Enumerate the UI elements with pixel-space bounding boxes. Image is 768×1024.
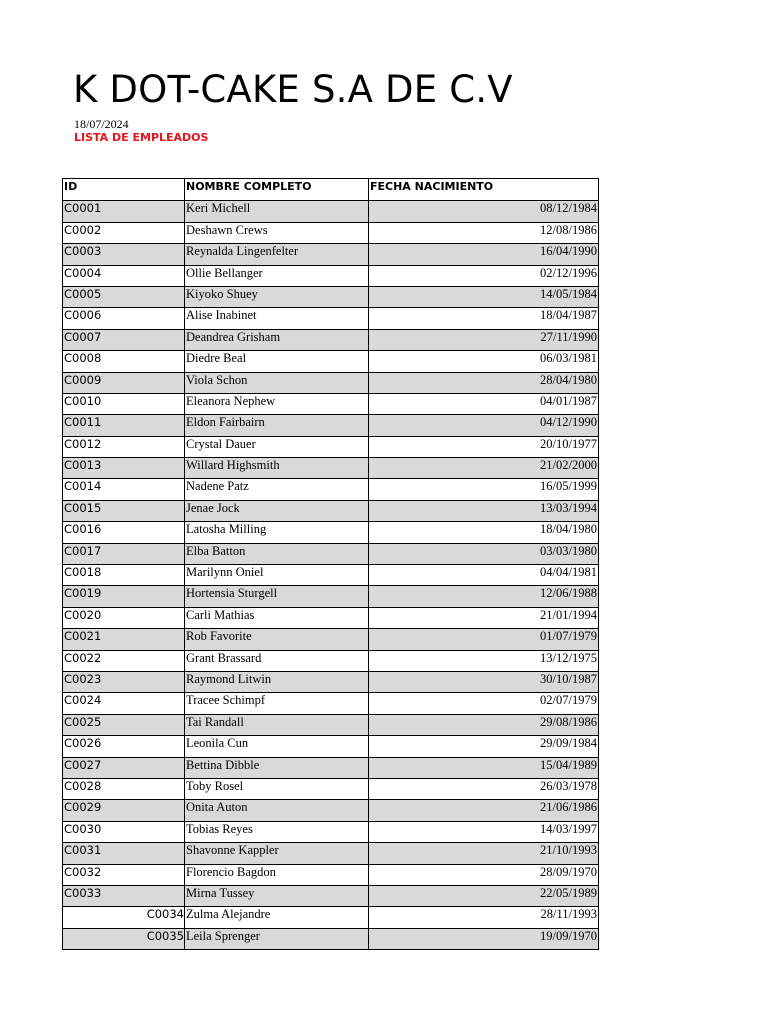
employee-birthdate-cell: 16/05/1999 xyxy=(369,479,599,500)
table-row xyxy=(63,800,599,821)
table-row xyxy=(63,565,599,586)
employee-birthdate-cell: 27/11/1990 xyxy=(369,329,599,350)
employee-id-cell: C0008 xyxy=(63,351,185,372)
employee-name-cell: Nadene Patz xyxy=(185,479,369,500)
employee-id-cell: C0024 xyxy=(63,693,185,714)
table-row xyxy=(63,607,599,628)
employee-name-cell: Hortensia Sturgell xyxy=(185,586,369,607)
employee-name-cell: Elba Batton xyxy=(185,543,369,564)
table-header-row xyxy=(63,179,599,201)
employee-id-cell: C0002 xyxy=(63,222,185,243)
employee-birthdate-cell: 03/03/1980 xyxy=(369,543,599,564)
employee-birthdate-cell: 13/12/1975 xyxy=(369,650,599,671)
employee-birthdate-cell: 04/04/1981 xyxy=(369,565,599,586)
table-row xyxy=(63,222,599,243)
employee-name-cell: Florencio Bagdon xyxy=(185,864,369,885)
column-header-id: ID xyxy=(63,179,185,201)
employee-id-cell: C0028 xyxy=(63,778,185,799)
employee-name-cell: Mirna Tussey xyxy=(185,885,369,906)
employee-id-cell: C0005 xyxy=(63,286,185,307)
employee-birthdate-cell: 12/06/1988 xyxy=(369,586,599,607)
employee-birthdate-cell: 21/01/1994 xyxy=(369,607,599,628)
employee-birthdate-cell: 28/11/1993 xyxy=(369,907,599,928)
employee-id-cell: C0021 xyxy=(63,629,185,650)
table-row xyxy=(63,393,599,414)
employee-name-cell: Raymond Litwin xyxy=(185,671,369,692)
employee-name-cell: Leila Sprenger xyxy=(185,928,369,949)
employee-birthdate-cell: 28/04/1980 xyxy=(369,372,599,393)
list-title: LISTA DE EMPLEADOS xyxy=(74,131,209,144)
employee-id-cell: C0034 xyxy=(63,907,185,928)
column-header-name: NOMBRE COMPLETO xyxy=(185,179,369,201)
employee-birthdate-cell: 12/08/1986 xyxy=(369,222,599,243)
employee-birthdate-cell: 21/02/2000 xyxy=(369,458,599,479)
employee-id-cell: C0015 xyxy=(63,500,185,521)
employee-name-cell: Tai Randall xyxy=(185,714,369,735)
employee-id-cell: C0009 xyxy=(63,372,185,393)
employee-id-cell: C0017 xyxy=(63,543,185,564)
employee-name-cell: Kiyoko Shuey xyxy=(185,286,369,307)
employee-birthdate-cell: 02/07/1979 xyxy=(369,693,599,714)
employee-birthdate-cell: 28/09/1970 xyxy=(369,864,599,885)
employee-name-cell: Keri Michell xyxy=(185,201,369,222)
table-row xyxy=(63,629,599,650)
employee-id-cell: C0022 xyxy=(63,650,185,671)
employee-id-cell: C0027 xyxy=(63,757,185,778)
table-row xyxy=(63,500,599,521)
table-row xyxy=(63,543,599,564)
employee-birthdate-cell: 30/10/1987 xyxy=(369,671,599,692)
table-row xyxy=(63,201,599,222)
employee-id-cell: C0029 xyxy=(63,800,185,821)
table-row xyxy=(63,693,599,714)
employee-name-cell: Deshawn Crews xyxy=(185,222,369,243)
employee-birthdate-cell: 01/07/1979 xyxy=(369,629,599,650)
employee-birthdate-cell: 16/04/1990 xyxy=(369,244,599,265)
employee-id-cell: C0031 xyxy=(63,843,185,864)
employee-id-cell: C0026 xyxy=(63,736,185,757)
table-row xyxy=(63,458,599,479)
table-row xyxy=(63,586,599,607)
employee-id-cell: C0018 xyxy=(63,565,185,586)
employee-birthdate-cell: 13/03/1994 xyxy=(369,500,599,521)
employee-name-cell: Carli Mathias xyxy=(185,607,369,628)
table-row xyxy=(63,864,599,885)
employee-birthdate-cell: 08/12/1984 xyxy=(369,201,599,222)
employee-birthdate-cell: 29/08/1986 xyxy=(369,714,599,735)
employee-name-cell: Leonila Cun xyxy=(185,736,369,757)
table-row xyxy=(63,757,599,778)
table-row xyxy=(63,286,599,307)
employee-name-cell: Rob Favorite xyxy=(185,629,369,650)
employee-birthdate-cell: 15/04/1989 xyxy=(369,757,599,778)
table-row xyxy=(63,436,599,457)
employee-id-cell: C0004 xyxy=(63,265,185,286)
table-row xyxy=(63,522,599,543)
employee-birthdate-cell: 04/01/1987 xyxy=(369,393,599,414)
employee-id-cell: C0032 xyxy=(63,864,185,885)
table-row xyxy=(63,329,599,350)
employee-name-cell: Marilynn Oniel xyxy=(185,565,369,586)
employee-birthdate-cell: 22/05/1989 xyxy=(369,885,599,906)
employee-name-cell: Jenae Jock xyxy=(185,500,369,521)
employee-id-cell: C0023 xyxy=(63,671,185,692)
employee-id-cell: C0020 xyxy=(63,607,185,628)
employee-name-cell: Shavonne Kappler xyxy=(185,843,369,864)
employee-birthdate-cell: 02/12/1996 xyxy=(369,265,599,286)
employee-birthdate-cell: 18/04/1987 xyxy=(369,308,599,329)
employee-id-cell: C0030 xyxy=(63,821,185,842)
employee-birthdate-cell: 18/04/1980 xyxy=(369,522,599,543)
employee-id-cell: C0001 xyxy=(63,201,185,222)
employee-birthdate-cell: 26/03/1978 xyxy=(369,778,599,799)
employee-birthdate-cell: 14/03/1997 xyxy=(369,821,599,842)
table-row xyxy=(63,244,599,265)
table-row xyxy=(63,778,599,799)
employee-name-cell: Ollie Bellanger xyxy=(185,265,369,286)
employee-id-cell: C0035 xyxy=(63,928,185,949)
table-row xyxy=(63,843,599,864)
employee-id-cell: C0006 xyxy=(63,308,185,329)
employee-id-cell: C0011 xyxy=(63,415,185,436)
employee-table xyxy=(62,178,599,950)
table-row xyxy=(63,714,599,735)
employee-birthdate-cell: 06/03/1981 xyxy=(369,351,599,372)
employee-name-cell: Latosha Milling xyxy=(185,522,369,543)
employee-name-cell: Grant Brassard xyxy=(185,650,369,671)
employee-name-cell: Diedre Beal xyxy=(185,351,369,372)
employee-birthdate-cell: 19/09/1970 xyxy=(369,928,599,949)
employee-name-cell: Alise Inabinet xyxy=(185,308,369,329)
column-header-birthdate: FECHA NACIMIENTO xyxy=(369,179,599,201)
employee-name-cell: Deandrea Grisham xyxy=(185,329,369,350)
employee-id-cell: C0033 xyxy=(63,885,185,906)
employee-id-cell: C0010 xyxy=(63,393,185,414)
employee-name-cell: Tracee Schimpf xyxy=(185,693,369,714)
table-row xyxy=(63,308,599,329)
company-title: K DOT-CAKE S.A DE C.V xyxy=(73,68,513,111)
employee-id-cell: C0007 xyxy=(63,329,185,350)
employee-name-cell: Viola Schon xyxy=(185,372,369,393)
table-row xyxy=(63,372,599,393)
employee-name-cell: Onita Auton xyxy=(185,800,369,821)
employee-name-cell: Reynalda Lingenfelter xyxy=(185,244,369,265)
table-row xyxy=(63,907,599,928)
employee-id-cell: C0013 xyxy=(63,458,185,479)
employee-birthdate-cell: 14/05/1984 xyxy=(369,286,599,307)
employee-name-cell: Willard Highsmith xyxy=(185,458,369,479)
table-row xyxy=(63,415,599,436)
report-date: 18/07/2024 xyxy=(74,117,129,131)
employee-id-cell: C0019 xyxy=(63,586,185,607)
employee-name-cell: Tobias Reyes xyxy=(185,821,369,842)
employee-id-cell: C0016 xyxy=(63,522,185,543)
employee-birthdate-cell: 29/09/1984 xyxy=(369,736,599,757)
employee-name-cell: Bettina Dibble xyxy=(185,757,369,778)
employee-name-cell: Eleanora Nephew xyxy=(185,393,369,414)
table-row xyxy=(63,928,599,949)
employee-name-cell: Eldon Fairbairn xyxy=(185,415,369,436)
employee-name-cell: Crystal Dauer xyxy=(185,436,369,457)
employee-id-cell: C0025 xyxy=(63,714,185,735)
table-row xyxy=(63,265,599,286)
table-row xyxy=(63,821,599,842)
table-row xyxy=(63,885,599,906)
employee-birthdate-cell: 21/06/1986 xyxy=(369,800,599,821)
employee-birthdate-cell: 21/10/1993 xyxy=(369,843,599,864)
employee-id-cell: C0012 xyxy=(63,436,185,457)
employee-birthdate-cell: 20/10/1977 xyxy=(369,436,599,457)
table-row xyxy=(63,671,599,692)
employee-birthdate-cell: 04/12/1990 xyxy=(369,415,599,436)
employee-id-cell: C0003 xyxy=(63,244,185,265)
employee-name-cell: Toby Rosel xyxy=(185,778,369,799)
employee-name-cell: Zulma Alejandre xyxy=(185,907,369,928)
table-row xyxy=(63,736,599,757)
employee-id-cell: C0014 xyxy=(63,479,185,500)
table-row xyxy=(63,351,599,372)
table-row xyxy=(63,479,599,500)
table-row xyxy=(63,650,599,671)
